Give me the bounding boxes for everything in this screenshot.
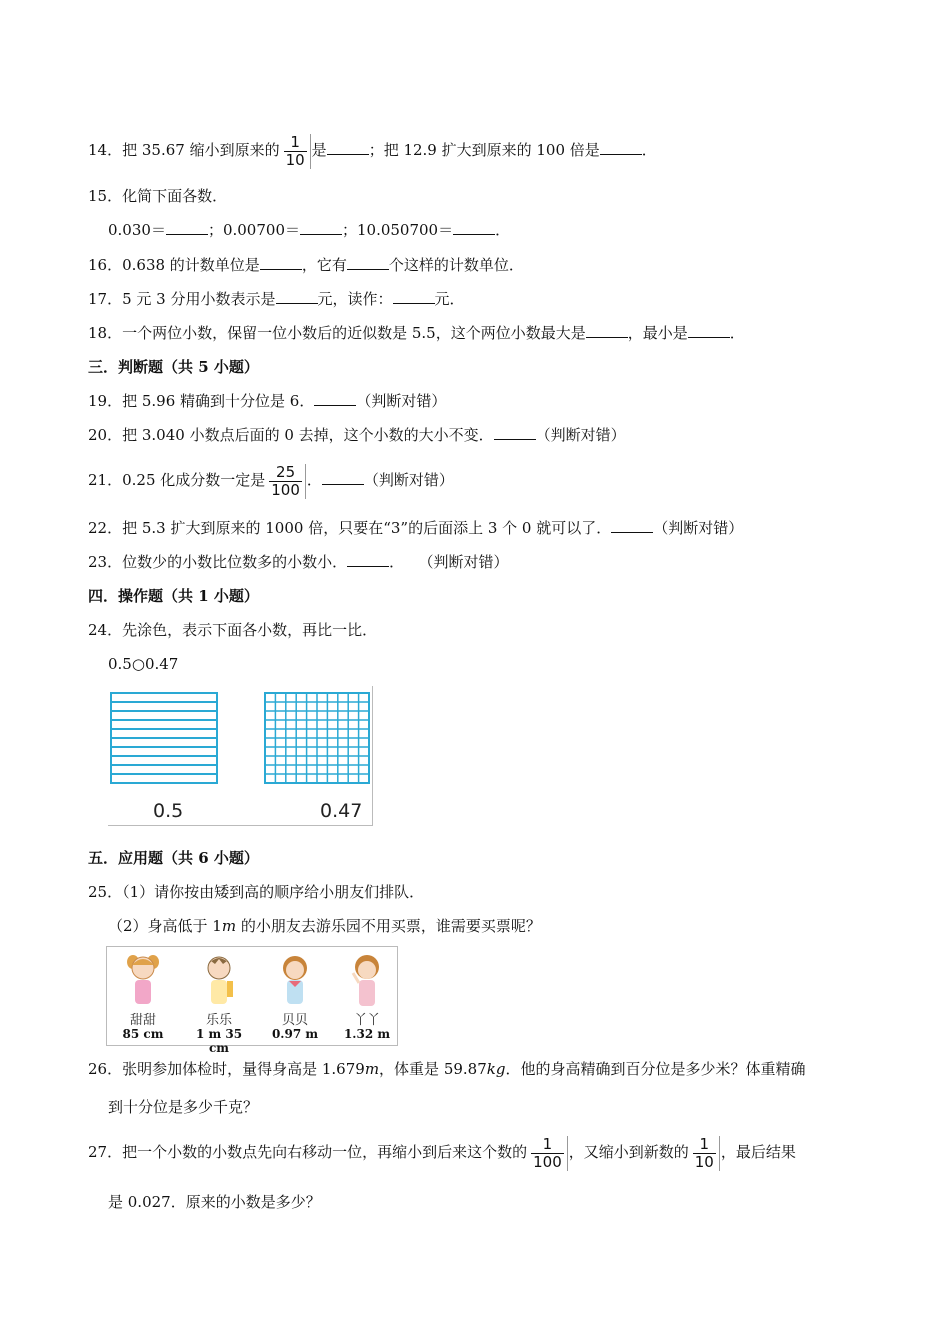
question-text: 把 5.3 扩大到原来的 1000 倍，只要在“3”的后面添上 3 个 0 就可以了．: [122, 519, 612, 537]
answer-blank[interactable]: [586, 323, 628, 338]
child-height: 0.97 m: [271, 1027, 319, 1041]
question-text: 0.030＝: [108, 221, 166, 239]
compare-expression: 0.5○0.47: [108, 655, 179, 673]
child-height: 1 m 35 cm: [195, 1027, 243, 1055]
unit-meter: m: [221, 917, 237, 935]
answer-blank[interactable]: [322, 470, 364, 485]
child-height: 1.32 m: [343, 1027, 391, 1041]
question-text: 张明参加体检时，量得身高是 1.679: [122, 1060, 365, 1078]
fraction-numerator: 1: [542, 1134, 553, 1153]
question-text: 0.638 的计数单位是: [122, 256, 260, 274]
child-lele: [187, 947, 251, 1055]
unit-kilogram: kg: [486, 1060, 506, 1078]
girl-icon: [275, 951, 315, 1011]
question-text: 把 3.040 小数点后面的 0 去掉，这个小数的大小不变．: [122, 426, 494, 444]
question-text: 5 元 3 分用小数表示是: [122, 290, 276, 308]
answer-blank[interactable]: [300, 220, 342, 235]
question-text: （1）请你按由矮到高的顺序给小朋友们排队．: [122, 883, 425, 901]
question-number: 26．: [88, 1060, 123, 1078]
grid-label-right: 0.47: [320, 800, 363, 822]
question-text: 是: [311, 141, 327, 159]
fraction-denominator: 100: [533, 1152, 562, 1171]
answer-blank[interactable]: [347, 255, 389, 270]
question-text: 把 5.96 精确到十分位是 6．: [122, 392, 315, 410]
question-number: 17．: [88, 290, 123, 308]
question-number: 21．: [88, 471, 123, 489]
question-26-cont: 到十分位是多少千克？: [108, 1098, 259, 1116]
answer-blank[interactable]: [347, 552, 389, 567]
child-name: 甜甜: [129, 1013, 156, 1028]
girl-icon: [123, 951, 163, 1011]
question-number: 16．: [88, 256, 123, 274]
question-text: （判断对错）: [418, 553, 509, 571]
question-text: ；10.050700＝: [341, 221, 454, 239]
question-number: 22．: [88, 519, 123, 537]
question-text: 化简下面各数．: [122, 187, 228, 205]
section-title: 三．判断题（共 5 小题）: [88, 358, 259, 376]
question-text: 位数少的小数比位数多的小数小．: [122, 553, 348, 571]
answer-blank[interactable]: [494, 425, 536, 440]
answer-blank[interactable]: [393, 289, 435, 304]
question-text: 0.25 化成分数一定是: [122, 471, 266, 489]
question-text: （判断对错）: [653, 519, 744, 537]
question-number: 25．: [88, 883, 123, 901]
child-height: 85 cm: [122, 1027, 164, 1041]
question-15-sub: [108, 220, 510, 240]
question-27: [88, 1130, 796, 1174]
fraction-numerator: 25: [276, 462, 296, 481]
section-title: 五．应用题（共 6 小题）: [88, 849, 259, 867]
fraction: [266, 464, 306, 499]
question-text: 把 35.67 缩小到原来的: [122, 141, 280, 159]
question-text: ；把 12.9 扩大到原来的 100 倍是: [368, 141, 600, 159]
question-text: ，又缩小到新数的: [568, 1143, 689, 1161]
question-number: 14．: [88, 141, 123, 159]
child-name: 丫丫: [353, 1013, 380, 1028]
question-27-cont: 是 0.027．原来的小数是多少？: [108, 1193, 321, 1211]
question-text: （判断对错）: [356, 392, 447, 410]
question-text: 先涂色，表示下面各小数，再比一比．: [122, 621, 378, 639]
question-17: [88, 289, 465, 309]
answer-blank[interactable]: [688, 323, 730, 338]
question-20: [88, 425, 626, 445]
question-text: 把一个小数的小数点先向右移动一位，再缩小到后来这个数的: [122, 1143, 528, 1161]
question-22: [88, 518, 743, 538]
question-16: [88, 255, 524, 275]
question-text: ．: [306, 471, 322, 489]
fraction: [690, 1136, 720, 1171]
question-text: ，体重是 59.87: [379, 1060, 487, 1078]
question-text: ．: [389, 553, 405, 571]
answer-blank[interactable]: [166, 220, 208, 235]
answer-blank[interactable]: [260, 255, 302, 270]
fraction: [281, 134, 311, 169]
grid-label-left: 0.5: [153, 800, 184, 822]
question-text: 元．: [434, 290, 465, 308]
section-title: 四．操作题（共 1 小题）: [88, 587, 259, 605]
answer-blank[interactable]: [314, 391, 356, 406]
girl-icon: [347, 951, 387, 1011]
decimal-grid-figure: [108, 686, 373, 826]
question-25-part2: [108, 916, 541, 936]
question-number: 20．: [88, 426, 123, 444]
question-text: ，最小是: [627, 324, 688, 342]
question-18: [88, 323, 745, 343]
child-tiantian: [111, 947, 175, 1045]
question-24: [88, 620, 377, 640]
question-21: [88, 458, 454, 502]
question-text: 一个两位小数，保留一位小数后的近似数是 5.5，这个两位小数最大是: [122, 324, 586, 342]
children-heights-picture: [106, 946, 398, 1055]
question-text: ．: [641, 141, 657, 159]
question-19: [88, 391, 446, 411]
child-yaya: [335, 947, 399, 1045]
question-26: [88, 1059, 805, 1079]
question-text: ，它有: [301, 256, 347, 274]
fraction-numerator: 1: [290, 132, 300, 151]
question-text: （判断对错）: [535, 426, 626, 444]
question-number: 24．: [88, 621, 123, 639]
fraction-numerator: 1: [699, 1134, 710, 1153]
question-number: 18．: [88, 324, 123, 342]
question-text: ，最后结果: [720, 1143, 796, 1161]
question-text: ；0.00700＝: [207, 221, 300, 239]
fraction: [528, 1136, 568, 1171]
fraction-denominator: 10: [694, 1152, 714, 1171]
answer-blank[interactable]: [600, 140, 642, 155]
question-text: ．: [495, 221, 511, 239]
question-15: [88, 186, 227, 206]
child-name: 乐乐: [205, 1013, 232, 1028]
question-text: （2）身高低于 1: [108, 917, 222, 935]
question-23: [88, 552, 508, 572]
answer-blank[interactable]: [276, 289, 318, 304]
question-text: （判断对错）: [363, 471, 454, 489]
question-number: 27．: [88, 1143, 123, 1161]
question-text: 个这样的计数单位．: [388, 256, 524, 274]
child-name: 贝贝: [281, 1013, 308, 1028]
boy-icon: [199, 951, 239, 1011]
question-text: ．: [729, 324, 745, 342]
question-text: ．他的身高精确到百分位是多少米？体重精确: [505, 1060, 806, 1078]
question-14: [88, 128, 657, 172]
unit-meter: m: [364, 1060, 380, 1078]
fraction-denominator: 10: [285, 150, 305, 169]
child-beibei: [263, 947, 327, 1045]
question-text: 元，读作：: [317, 290, 393, 308]
answer-blank[interactable]: [327, 140, 369, 155]
answer-blank[interactable]: [453, 220, 495, 235]
question-text: 的小朋友去游乐园不用买票，谁需要买票呢？: [236, 917, 541, 935]
question-25: [88, 882, 424, 902]
question-number: 19．: [88, 392, 123, 410]
answer-blank[interactable]: [611, 518, 653, 533]
question-number: 15．: [88, 187, 123, 205]
question-number: 23．: [88, 553, 123, 571]
fraction-denominator: 100: [271, 480, 300, 499]
